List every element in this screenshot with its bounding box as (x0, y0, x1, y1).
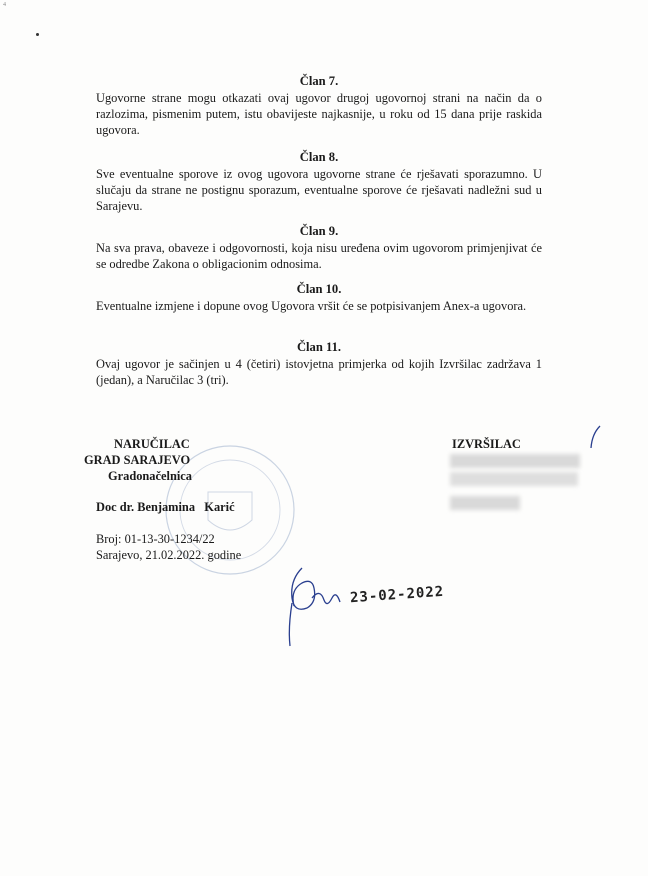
article-title: Član 7. (299, 74, 339, 88)
article-title: Član 9. (299, 224, 339, 238)
article-7 (96, 73, 542, 138)
article-8 (96, 149, 542, 214)
narucilac-block (84, 436, 192, 484)
article-11 (96, 339, 542, 388)
narucilac-label: NARUČILAC (114, 437, 190, 451)
article-body: Na sva prava, obaveze i odgovornosti, koja nisu uređena ovim ugovorom primjenjivat će se odredbe Zakona o obligacionim odnosima. (96, 241, 542, 271)
document-reference (96, 531, 241, 563)
scan-mark: 4 (3, 2, 6, 8)
article-body: Sve eventualne sporove iz ovog ugovora ugovorne strane će rješavati sporazumno. U slučaju da strane ne postignu sporazum, eventualne sporove će rješavati nadležni sud u Sarajevu. (96, 167, 542, 213)
redacted-block (450, 496, 520, 510)
date-line: Sarajevo, 21.02.2022. godine (96, 548, 242, 562)
izvrsilac-label: IZVRŠILAC (452, 437, 521, 451)
article-9 (96, 223, 542, 272)
handwritten-date: 23-02-2022 (349, 583, 445, 607)
article-title: Član 8. (299, 150, 339, 164)
article-title: Član 11. (296, 340, 342, 354)
scan-dot (36, 33, 39, 36)
signatory-name: Doc dr. Benjamina Karić (96, 500, 235, 514)
redacted-block (450, 454, 580, 468)
article-body: Ugovorne strane mogu otkazati ovaj ugovor drugoj ugovornoj strani na način da o razlozima, pismenim putem, istu obavijeste najkasnije, u roku od 15 dana prije raskida ugovora. (96, 91, 542, 137)
article-body: Eventualne izmjene i dopune ovog Ugovora vršit će se potpisivanjem Anex-a ugovora. (96, 299, 527, 313)
pen-stroke (588, 424, 604, 450)
article-10 (96, 281, 542, 314)
article-body: Ovaj ugovor je sačinjen u 4 (četiri) istovjetna primjerka od kojih Izvršilac zadržava 1 (jedan), a Naručilac 3 (tri). (96, 357, 542, 387)
article-title: Član 10. (296, 282, 342, 296)
narucilac-role: Gradonačelnica (108, 469, 192, 483)
handwritten-signature (272, 558, 352, 650)
broj-line: Broj: 01-13-30-1234/22 (96, 532, 215, 546)
redacted-block (450, 472, 578, 486)
narucilac-org: GRAD SARAJEVO (84, 453, 191, 467)
